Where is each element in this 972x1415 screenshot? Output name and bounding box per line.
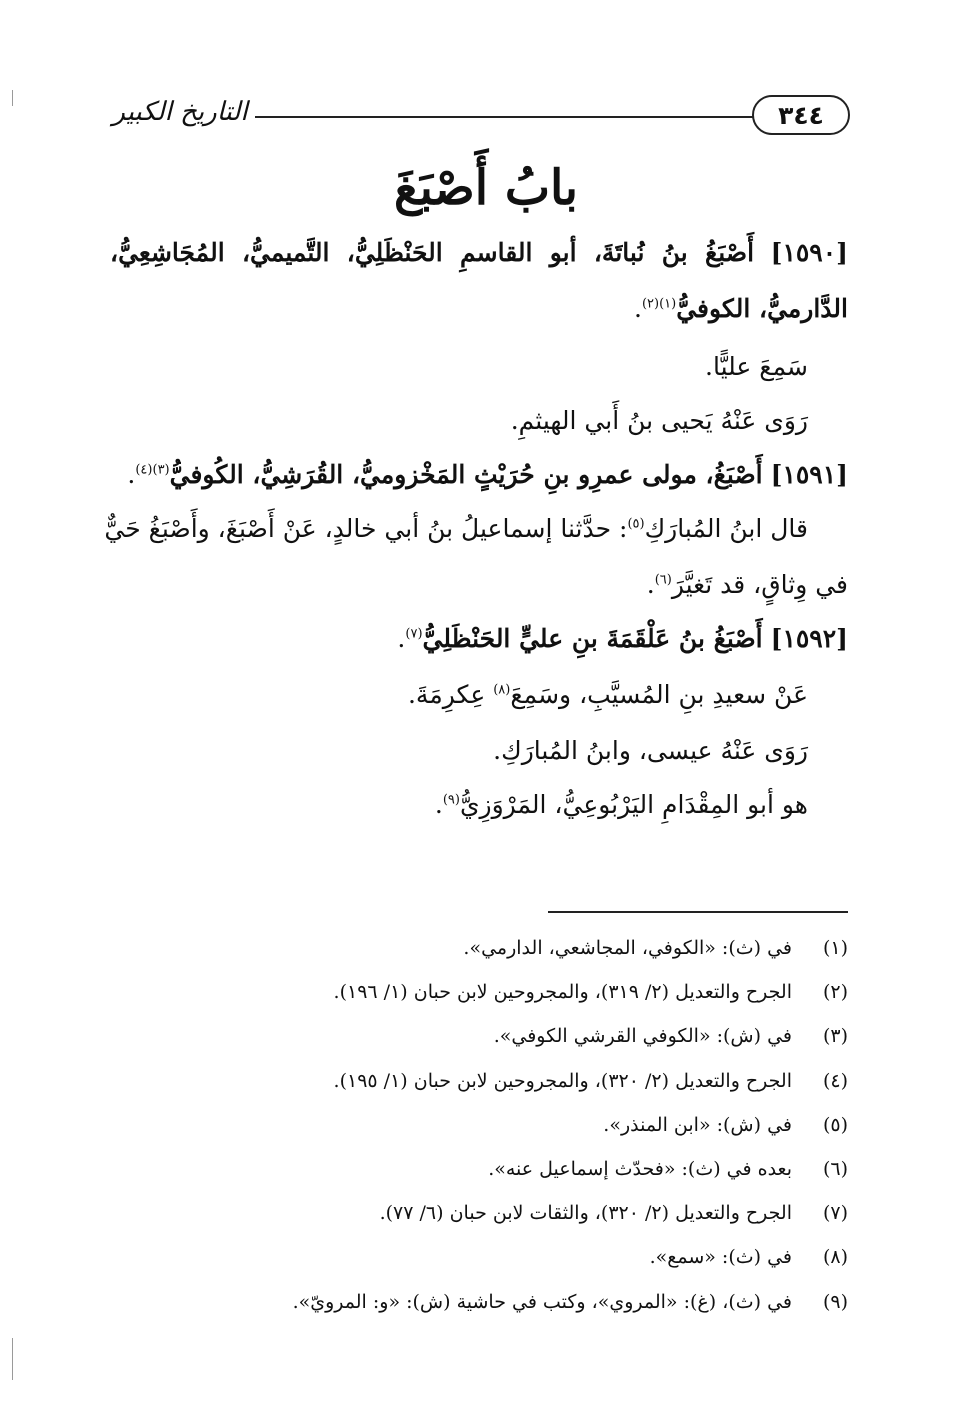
entry-1592-line: رَوَى عَنْهُ عيسى، وابنُ المُبارَكِ.	[493, 736, 808, 765]
footnote-ref: (١)(٢)	[641, 296, 677, 312]
entry-1590-line: رَوَى عَنْهُ يَحيى بنُ أَبي الهيثمِ.	[510, 406, 808, 435]
entry-1590-line: سَمِعَ عليًّا.	[705, 352, 808, 381]
footnote-ref: (٥)	[627, 516, 645, 532]
entry-1590-heading-cont	[110, 294, 848, 352]
margin-mark-top	[12, 90, 13, 106]
running-header	[105, 92, 850, 140]
footnote-text: في (ش): «الكوفي القرشي الكوفي».	[493, 1025, 792, 1048]
entry-1592-line	[110, 790, 848, 844]
footnotes	[110, 937, 848, 1335]
para-text: قال ابنُ المُبارَكِ	[644, 514, 808, 543]
page-number: ٣٤٤	[752, 95, 850, 135]
footnote-text: الجرح والتعديل (٢/ ٣٢٠)، والثقات لابن حبان (٦/ ٧٧).	[379, 1202, 792, 1225]
footnote-number: (٨)	[822, 1246, 848, 1269]
footnote-8	[110, 1246, 848, 1290]
footnote-7	[110, 1202, 848, 1246]
footnote-number: (٦)	[822, 1157, 848, 1180]
period: .	[127, 460, 136, 489]
entry-1591-para-cont	[110, 570, 848, 624]
footnote-text: الجرح والتعديل (٢/ ٣٢٠)، والمجروحين لابن حبان (١/ ١٩٥).	[333, 1069, 792, 1092]
entry-name: أَصْبَغُ، مولى عمرِو بنِ حُرَيْثٍ المَخْزوميُّ، القُرَشِيُّ، الكُوفيُّ	[169, 460, 763, 489]
footnote-number: (٢)	[822, 981, 848, 1004]
entry-name: أَصْبَغُ بنُ عَلْقَمَةَ بنِ عليٍّ الحَنْظَلِيُّ	[422, 624, 763, 653]
footnote-1	[110, 937, 848, 981]
period: .	[633, 294, 642, 323]
book-title: التاريخ الكبير	[112, 97, 248, 127]
footnote-9	[110, 1291, 848, 1335]
entry-name: أَصْبَغُ بنُ نُباتَةَ، أبو القاسمِ الحَنْظَلِيُّ، التَّميميُّ، المُجَاشِعِيُّ،	[110, 238, 755, 267]
footnote-ref: (٧)	[405, 626, 423, 642]
entry-number: [١٥٩٠]	[770, 238, 848, 267]
footnote-number: (١)	[822, 937, 848, 959]
entry-1592-line	[110, 680, 848, 736]
line-text: عِكرِمَةَ.	[407, 680, 494, 709]
entry-1591-heading	[110, 460, 848, 514]
footnote-2	[110, 981, 848, 1025]
entry-1592-heading	[110, 624, 848, 680]
footnote-4	[110, 1070, 848, 1114]
footnote-5	[110, 1114, 848, 1158]
footnote-text: في (ث): «سمع».	[649, 1246, 792, 1269]
footnote-number: (٩)	[822, 1290, 848, 1313]
footnote-ref: (٨)	[493, 682, 511, 698]
footnote-number: (٤)	[822, 1069, 848, 1092]
period: .	[646, 570, 655, 599]
footnote-text: في (ش): «ابن المنذر».	[603, 1113, 792, 1136]
footnote-text: بعده في (ث): «فحدّث إسماعيل عنه».	[488, 1157, 792, 1180]
footnote-number: (٣)	[822, 1025, 848, 1048]
footnote-number: (٥)	[822, 1113, 848, 1136]
header-rule	[255, 116, 755, 118]
line-text: عَنْ سعيدِ بنِ المُسيَّبِ، وسَمِعَ	[510, 680, 808, 709]
main-text	[104, 238, 848, 844]
footnote-ref: (٦)	[654, 572, 672, 588]
footnote-text: في (ث): «الكوفي، المجاشعي، الدارمي».	[463, 937, 792, 959]
footnote-separator	[548, 911, 848, 913]
footnote-text: في (ث)، (غ): «المروي»، وكتب في حاشية (ش): «و: المرويّ».	[292, 1290, 792, 1313]
margin-mark-bottom	[12, 1338, 13, 1380]
footnote-6	[110, 1158, 848, 1202]
footnote-ref: (٣)(٤)	[135, 462, 170, 478]
entry-number: [١٥٩١]	[770, 460, 848, 489]
para-text: : حدَّثنا إسماعيلُ بنُ أبي خالدٍ، عَنْ أَصْبَغَ، وأَصْبَغُ حَيٌّ	[104, 514, 628, 543]
footnote-3	[110, 1025, 848, 1069]
entry-1591-para	[104, 514, 848, 570]
footnote-text: الجرح والتعديل (٢/ ٣١٩)، والمجروحين لابن حبان (١/ ١٩٦).	[333, 981, 792, 1004]
entry-name-cont: الدَّارميُّ، الكوفيُّ	[676, 294, 848, 323]
chapter-title: بابُ أَصْبَغَ	[393, 160, 578, 216]
entry-number: [١٥٩٢]	[770, 624, 848, 653]
period: .	[434, 790, 443, 819]
entry-1590-heading	[110, 238, 848, 294]
footnote-ref: (٩)	[442, 792, 460, 808]
para-text: في وِثاقٍ، قد تَغيَّرَ	[671, 570, 848, 599]
line-text: هو أبو المِقْدَامِ اليَرْبُوعِيُّ، المَرْوَزِيُّ	[459, 790, 808, 819]
footnote-number: (٧)	[822, 1202, 848, 1225]
period: .	[397, 624, 406, 653]
